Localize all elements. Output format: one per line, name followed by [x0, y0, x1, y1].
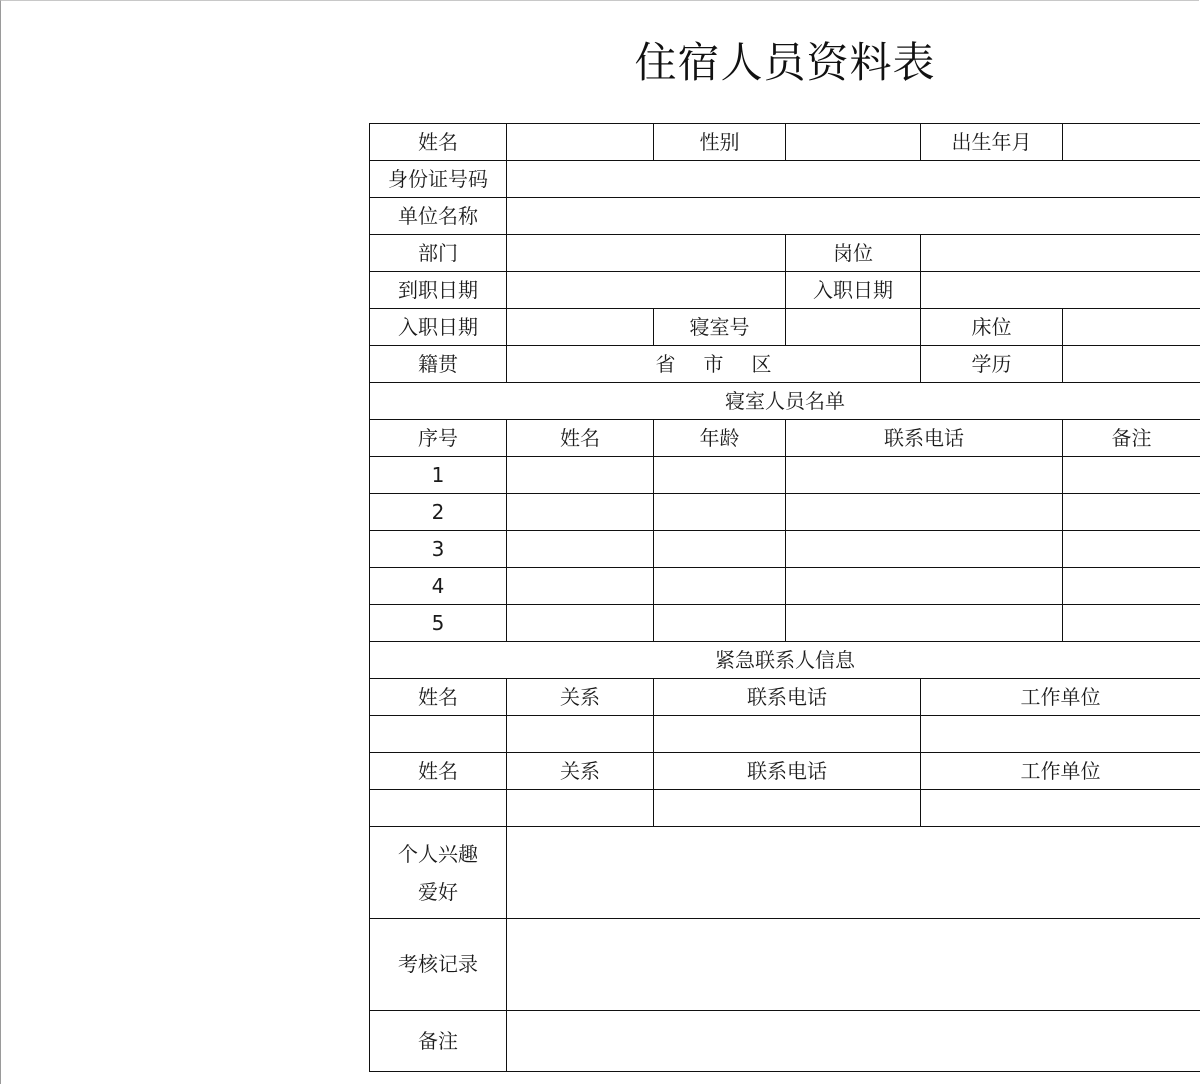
cell-remark[interactable]	[1063, 494, 1200, 531]
field-onboard-date[interactable]	[507, 272, 786, 309]
row-seq: 4	[370, 568, 507, 605]
table-row	[370, 494, 1200, 531]
form-title: 住宿人员资料表	[634, 38, 936, 87]
header-seq: 序号	[370, 420, 507, 457]
row-emergency-header	[370, 679, 1200, 716]
header-contact-phone: 联系电话	[654, 679, 921, 716]
field-entry-date[interactable]	[921, 272, 1200, 309]
cell-phone[interactable]	[786, 494, 1063, 531]
label-assessment: 考核记录	[370, 919, 507, 1011]
table-row	[370, 531, 1200, 568]
header-relation: 关系	[507, 753, 654, 790]
field-bed[interactable]	[1063, 309, 1200, 346]
field-department[interactable]	[507, 235, 786, 272]
field-gender[interactable]	[786, 124, 921, 161]
field-birth[interactable]	[1063, 124, 1200, 161]
field-remark[interactable]	[507, 1011, 1200, 1072]
cell-name[interactable]	[507, 457, 654, 494]
cell-name[interactable]	[507, 605, 654, 642]
row-hobby	[370, 827, 1200, 919]
table-row	[370, 568, 1200, 605]
cell-name[interactable]	[507, 531, 654, 568]
cell-contact-name[interactable]	[370, 790, 507, 827]
field-name[interactable]	[507, 124, 654, 161]
label-gender: 性别	[654, 124, 786, 161]
row-room	[370, 309, 1200, 346]
row-emergency-header-2	[370, 753, 1200, 790]
cell-contact-name[interactable]	[370, 716, 507, 753]
cell-remark[interactable]	[1063, 457, 1200, 494]
cell-remark[interactable]	[1063, 531, 1200, 568]
field-company[interactable]	[507, 198, 1200, 235]
header-contact-phone: 联系电话	[654, 753, 921, 790]
origin-province: 省	[655, 351, 676, 376]
field-position[interactable]	[921, 235, 1200, 272]
cell-age[interactable]	[654, 457, 786, 494]
label-name: 姓名	[370, 124, 507, 161]
origin-city: 市	[703, 351, 724, 376]
cell-age[interactable]	[654, 494, 786, 531]
header-roommate-name: 姓名	[507, 420, 654, 457]
section-title-emergency: 紧急联系人信息	[370, 642, 1200, 679]
header-workplace: 工作单位	[921, 753, 1200, 790]
header-contact-name: 姓名	[370, 753, 507, 790]
cell-contact-phone[interactable]	[654, 716, 921, 753]
field-origin[interactable]	[507, 346, 921, 383]
table-row	[370, 457, 1200, 494]
label-id-number: 身份证号码	[370, 161, 507, 198]
cell-age[interactable]	[654, 605, 786, 642]
row-origin	[370, 346, 1200, 383]
resident-info-form	[369, 123, 1200, 1072]
cell-workplace[interactable]	[921, 790, 1200, 827]
row-remark	[370, 1011, 1200, 1072]
cell-remark[interactable]	[1063, 605, 1200, 642]
cell-phone[interactable]	[786, 531, 1063, 568]
field-room-no[interactable]	[786, 309, 921, 346]
table-row	[370, 790, 1200, 827]
field-hobby[interactable]	[507, 827, 1200, 919]
row-seq: 5	[370, 605, 507, 642]
label-entry-date: 入职日期	[786, 272, 921, 309]
cell-phone[interactable]	[786, 457, 1063, 494]
cell-contact-phone[interactable]	[654, 790, 921, 827]
row-seq: 3	[370, 531, 507, 568]
label-hobby-line2: 爱好	[418, 879, 458, 904]
label-remark: 备注	[370, 1011, 507, 1072]
row-seq: 2	[370, 494, 507, 531]
field-id-number[interactable]	[507, 161, 1200, 198]
section-title-roommates: 寝室人员名单	[370, 383, 1200, 420]
field-assessment[interactable]	[507, 919, 1200, 1011]
table-row	[370, 716, 1200, 753]
row-emergency-title	[370, 642, 1200, 679]
label-position: 岗位	[786, 235, 921, 272]
header-workplace: 工作单位	[921, 679, 1200, 716]
cell-age[interactable]	[654, 568, 786, 605]
row-onboard	[370, 272, 1200, 309]
cell-remark[interactable]	[1063, 568, 1200, 605]
label-origin: 籍贯	[370, 346, 507, 383]
row-assessment	[370, 919, 1200, 1011]
row-roommates-title	[370, 383, 1200, 420]
header-age: 年龄	[654, 420, 786, 457]
label-onboard-date: 到职日期	[370, 272, 507, 309]
label-department: 部门	[370, 235, 507, 272]
cell-relation[interactable]	[507, 790, 654, 827]
label-hobby-line1: 个人兴趣	[398, 841, 478, 866]
row-department	[370, 235, 1200, 272]
header-relation: 关系	[507, 679, 654, 716]
cell-workplace[interactable]	[921, 716, 1200, 753]
origin-district: 区	[751, 351, 772, 376]
cell-phone[interactable]	[786, 568, 1063, 605]
header-phone: 联系电话	[786, 420, 1063, 457]
label-education: 学历	[921, 346, 1063, 383]
label-hobby	[370, 827, 507, 919]
row-id-number	[370, 161, 1200, 198]
row-basic-name	[370, 124, 1200, 161]
row-roommates-header	[370, 420, 1200, 457]
cell-name[interactable]	[507, 568, 654, 605]
field-entry-date-2[interactable]	[507, 309, 654, 346]
row-company	[370, 198, 1200, 235]
label-room-no: 寝室号	[654, 309, 786, 346]
cell-age[interactable]	[654, 531, 786, 568]
label-entry-date-2: 入职日期	[370, 309, 507, 346]
table-row	[370, 605, 1200, 642]
cell-name[interactable]	[507, 494, 654, 531]
label-bed: 床位	[921, 309, 1063, 346]
label-company: 单位名称	[370, 198, 507, 235]
header-contact-name: 姓名	[370, 679, 507, 716]
field-education[interactable]	[1063, 346, 1200, 383]
header-remark: 备注	[1063, 420, 1200, 457]
row-seq: 1	[370, 457, 507, 494]
cell-phone[interactable]	[786, 605, 1063, 642]
cell-relation[interactable]	[507, 716, 654, 753]
label-birth: 出生年月	[921, 124, 1063, 161]
